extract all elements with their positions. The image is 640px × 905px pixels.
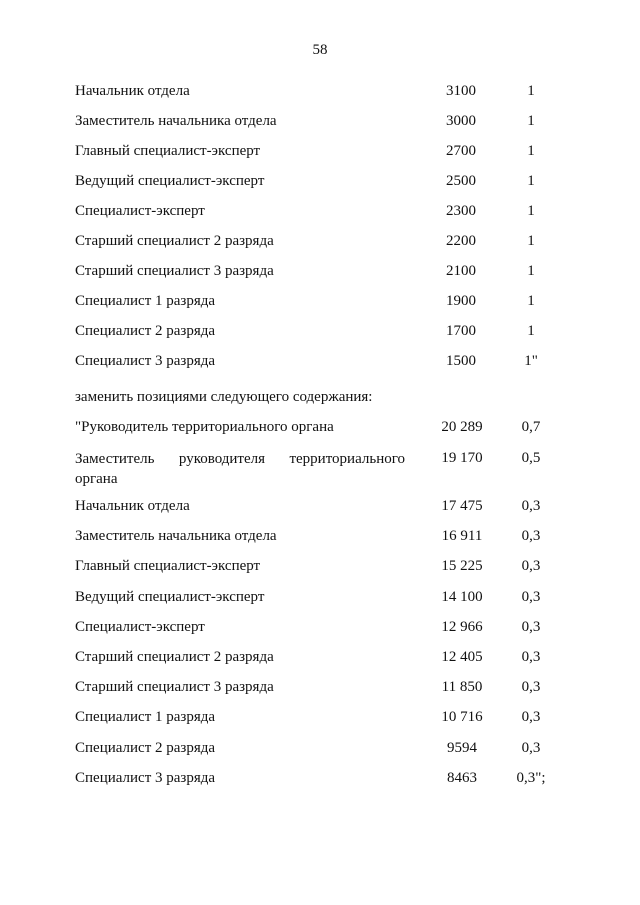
salary-value: 2200: [446, 233, 476, 249]
salary-value: 9594: [447, 740, 477, 756]
position-title: Ведущий специалист-эксперт: [75, 589, 265, 605]
coefficient-value: 1: [527, 323, 535, 339]
salary-value: 14 100: [441, 589, 483, 605]
position-title: Заместитель руководителя территориального органа: [75, 451, 405, 487]
coefficient-value: 1: [527, 173, 535, 189]
coefficient-value: 0,3: [521, 619, 541, 635]
salary-value: 1500: [446, 353, 476, 369]
table-row: [75, 352, 555, 372]
coefficient-value: 1: [527, 113, 535, 129]
position-title: Заместитель начальника отдела: [75, 528, 277, 544]
position-title: Специалист 3 разряда: [75, 770, 216, 786]
coefficient-value: 1: [527, 83, 535, 99]
position-title: Старший специалист 2 разряда: [75, 233, 274, 249]
coefficient-value: 0,3: [521, 589, 541, 605]
table-row: [75, 232, 555, 252]
coefficient-value: 1: [527, 233, 535, 249]
salary-value: 11 850: [441, 679, 483, 695]
salary-value: 19 170: [441, 450, 483, 466]
table-row: [75, 142, 555, 162]
table-row: [75, 618, 555, 638]
coefficient-value: 0,3: [521, 709, 541, 725]
table-row: [75, 292, 555, 312]
replacement-note: заменить позициями следующего содержания:: [75, 389, 373, 405]
coefficient-value: 1": [524, 353, 538, 369]
salary-value: 16 911: [441, 528, 483, 544]
position-title: Специалист 2 разряда: [75, 323, 216, 339]
coefficient-value: 0,3: [521, 679, 541, 695]
table-row: [75, 678, 555, 698]
position-title: "Руководитель территориального органа: [75, 419, 334, 435]
table-row: [75, 202, 555, 222]
salary-value: 12 966: [441, 619, 483, 635]
salary-value: 2500: [446, 173, 476, 189]
position-title: Специалист 3 разряда: [75, 353, 216, 369]
salary-value: 1900: [446, 293, 476, 309]
coefficient-value: 0,3: [521, 558, 541, 574]
position-title: Специалист 1 разряда: [75, 293, 216, 309]
position-title: Главный специалист-эксперт: [75, 558, 261, 574]
table-row: [75, 449, 555, 487]
coefficient-value: 0,3: [521, 498, 541, 514]
coefficient-value: 1: [527, 203, 535, 219]
position-title: Специалист-эксперт: [75, 203, 205, 219]
coefficient-value: 0,3: [521, 740, 541, 756]
table-row: [75, 112, 555, 132]
table-row: [75, 322, 555, 342]
position-title: Главный специалист-эксперт: [75, 143, 261, 159]
coefficient-value: 0,7: [521, 419, 541, 435]
coefficient-value: 1: [527, 293, 535, 309]
position-title: Специалист 1 разряда: [75, 709, 216, 725]
salary-value: 15 225: [441, 558, 483, 574]
table-row: [75, 527, 555, 547]
position-title: Специалист 2 разряда: [75, 740, 216, 756]
table-row: [75, 557, 555, 577]
coefficient-value: 0,3: [521, 528, 541, 544]
position-title: Ведущий специалист-эксперт: [75, 173, 265, 189]
salary-value: 3000: [446, 113, 476, 129]
position-title: Старший специалист 2 разряда: [75, 649, 274, 665]
salary-value: 20 289: [441, 419, 483, 435]
table-row: [75, 262, 555, 282]
coefficient-value: 0,3: [521, 649, 541, 665]
salary-value: 12 405: [441, 649, 483, 665]
coefficient-value: 1: [527, 263, 535, 279]
position-title: Специалист-эксперт: [75, 619, 205, 635]
coefficient-value: 0,3";: [516, 770, 546, 786]
position-title: Начальник отдела: [75, 498, 190, 514]
page-number: 58: [312, 42, 328, 58]
table-row: [75, 172, 555, 192]
coefficient-value: 1: [527, 143, 535, 159]
salary-value: 2700: [446, 143, 476, 159]
position-title: Старший специалист 3 разряда: [75, 263, 274, 279]
table-row: [75, 739, 555, 759]
table-row: [75, 418, 555, 438]
position-title: Заместитель начальника отдела: [75, 113, 277, 129]
table-row: [75, 588, 555, 608]
salary-value: 10 716: [441, 709, 483, 725]
salary-value: 2100: [446, 263, 476, 279]
table-row: [75, 769, 555, 789]
salary-value: 8463: [447, 770, 477, 786]
coefficient-value: 0,5: [521, 450, 541, 466]
salary-value: 3100: [446, 83, 476, 99]
salary-value: 17 475: [441, 498, 483, 514]
table-row: [75, 648, 555, 668]
table-row: [75, 708, 555, 728]
position-title: Старший специалист 3 разряда: [75, 679, 274, 695]
salary-value: 1700: [446, 323, 476, 339]
position-title: Начальник отдела: [75, 83, 190, 99]
table-row: [75, 82, 555, 102]
table-row: [75, 497, 555, 517]
salary-value: 2300: [446, 203, 476, 219]
